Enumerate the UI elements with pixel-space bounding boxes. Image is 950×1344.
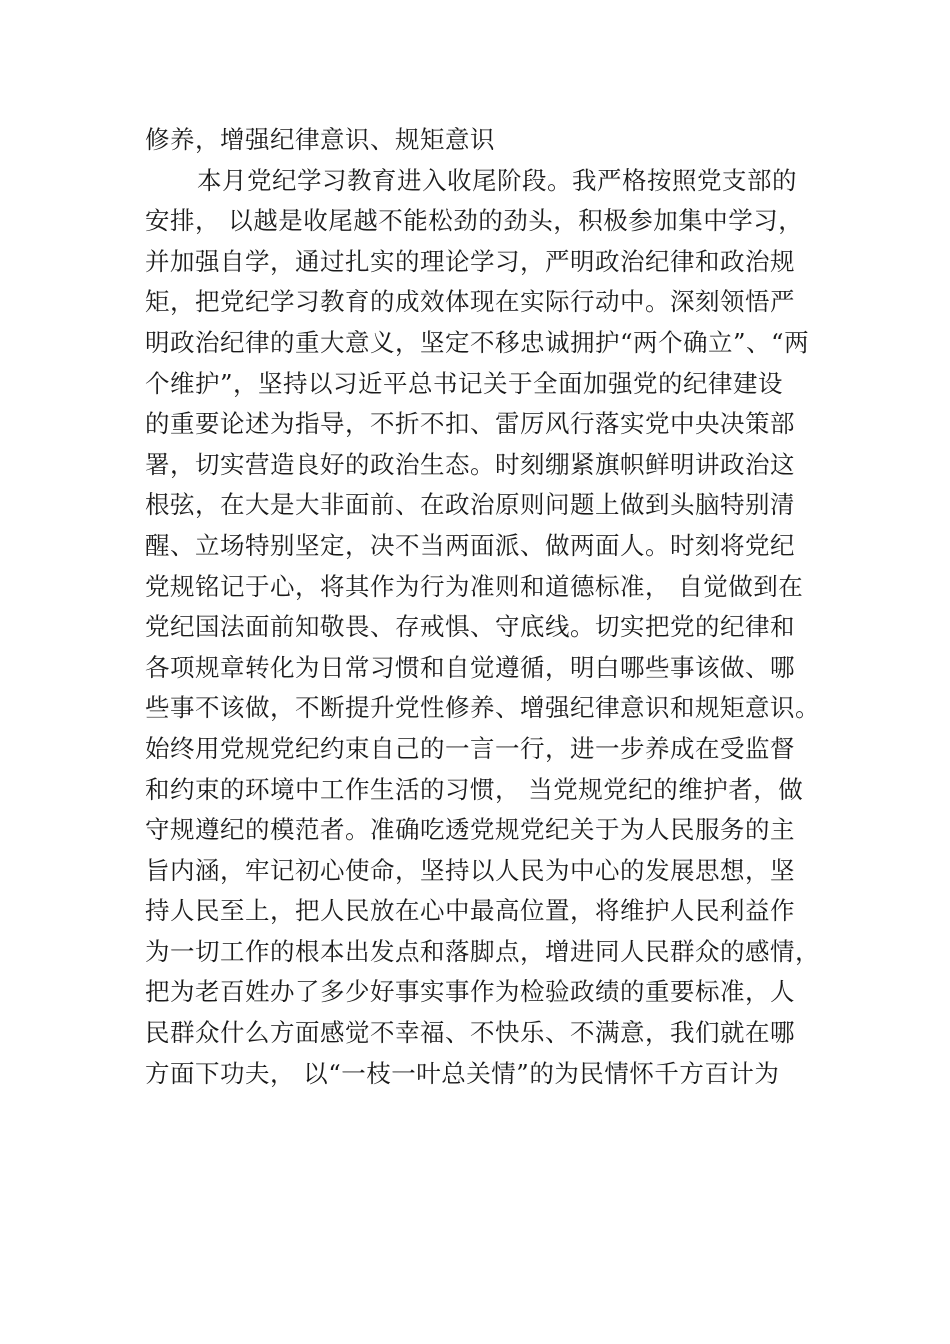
body-text (145, 120, 825, 1094)
text-line: 矩，把党纪学习教育的成效体现在实际行动中。深刻领悟严 (145, 287, 795, 317)
text-line: 旨内涵，牢记初心使命，坚持以人民为中心的发展思想，坚 (145, 855, 795, 885)
text-line: 把为老百姓办了多少好事实事作为检验政绩的重要标准，人 (145, 977, 795, 1007)
text-line: 安排， 以越是收尾越不能松劲的劲头，积极参加集中学习， (145, 206, 804, 236)
text-line: 修养，增强纪律意识、规矩意识 (145, 125, 495, 154)
text-line: 党纪国法面前知敬畏、存戒惧、守底线。切实把党的纪律和 (145, 612, 795, 642)
text-line: 始终用党规党纪约束自己的一言一行，进一步养成在受监督 (145, 733, 795, 763)
text-line: 各项规章转化为日常习惯和自觉遵循，明白哪些事该做、哪 (145, 652, 795, 682)
text-line: 民群众什么方面感觉不幸福、不快乐、不满意，我们就在哪 (145, 1018, 795, 1048)
text-line: 明政治纪律的重大意义，坚定不移忠诚拥护“两个确立”、“两 (145, 327, 810, 357)
text-line: 的重要论述为指导，不折不扣、雷厉风行落实党中央决策部 (145, 409, 795, 439)
text-line: 并加强自学，通过扎实的理论学习，严明政治纪律和政治规 (145, 246, 795, 276)
paragraph-first-line: 本月党纪学习教育进入收尾阶段。我严格按照党支部的 (197, 165, 797, 195)
text-line: 和约束的环境中工作生活的习惯， 当党规党纪的维护者，做 (145, 774, 804, 804)
text-line: 守规遵纪的模范者。准确吃透党规党纪关于为人民服务的主 (145, 815, 795, 845)
text-line: 个维护”，坚持以习近平总书记关于全面加强党的纪律建设 (145, 368, 784, 398)
text-line: 些事不该做，不断提升党性修养、增强纪律意识和规矩意识。 (145, 693, 820, 723)
text-line: 党规铭记于心，将其作为行为准则和道德标准， 自觉做到在 (145, 571, 804, 601)
text-line: 方面下功夫， 以“一枝一叶总关情”的为民情怀千方百计为 (145, 1058, 780, 1088)
text-line: 根弦，在大是大非面前、在政治原则问题上做到头脑特别清 (145, 490, 795, 520)
text-line: 醒、立场特别坚定，决不当两面派、做两面人。时刻将党纪 (145, 530, 795, 560)
text-line: 持人民至上，把人民放在心中最高位置，将维护人民利益作 (145, 896, 795, 926)
text-line: 为一切工作的根本出发点和落脚点，增进同人民群众的感情， (145, 936, 820, 966)
text-line: 署，切实营造良好的政治生态。时刻绷紧旗帜鲜明讲政治这 (145, 449, 795, 479)
